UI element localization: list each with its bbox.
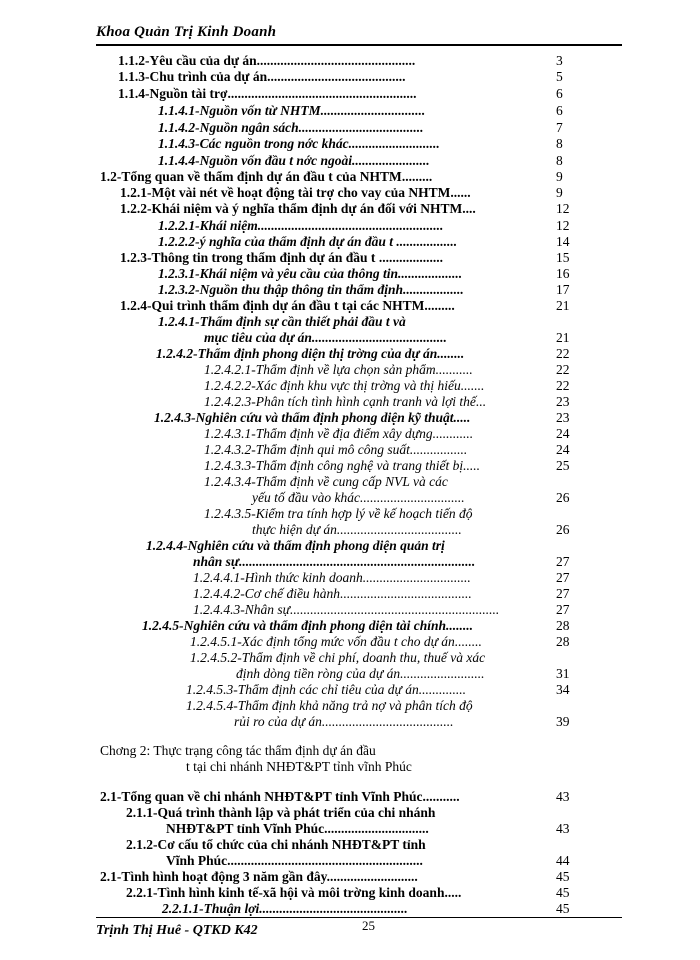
toc-entry: 1.2-Tổng quan về thẩm định dự án đầu t của NHTM......... xyxy=(100,169,433,184)
toc-page: 31 xyxy=(556,666,570,681)
toc-page: 27 xyxy=(556,586,570,601)
toc-page: 8 xyxy=(556,153,563,168)
toc-page: 3 xyxy=(556,53,563,68)
toc-page: 23 xyxy=(556,394,570,409)
toc-page: 7 xyxy=(556,120,563,135)
toc-entry: thực hiện dự án..................................... xyxy=(252,522,462,537)
toc-page: 15 xyxy=(556,250,570,265)
toc-page: 45 xyxy=(556,869,570,884)
toc-entry: 1.2.2.1-Khái niệm....................................................... xyxy=(158,218,444,233)
toc-page: 16 xyxy=(556,266,570,281)
toc-entry: NHĐT&PT tỉnh Vĩnh Phúc............................... xyxy=(166,821,429,836)
toc-page: 9 xyxy=(556,169,563,184)
toc-page: 6 xyxy=(556,103,563,118)
toc-entry: rủi ro của dự án....................................... xyxy=(234,714,454,729)
toc-entry: 1.2.4.1-Thẩm định sự cần thiết phải đầu t và xyxy=(158,314,406,329)
toc-page: 45 xyxy=(556,901,570,916)
toc-entry: nhân sự...................................................................... xyxy=(193,554,476,569)
toc-page: 9 xyxy=(556,185,563,200)
toc-entry: 1.1.4.1-Nguồn vốn từ NHTM............................... xyxy=(158,103,426,118)
toc-page: 43 xyxy=(556,821,570,836)
toc-page: 28 xyxy=(556,618,570,633)
toc-page: 22 xyxy=(556,378,570,393)
toc-entry: 1.2.4.3.4-Thẩm định về cung cấp NVL và các xyxy=(204,474,448,489)
toc-entry: 1.2.4.4.2-Cơ chế điều hành....................................... xyxy=(193,586,472,601)
toc-page: 28 xyxy=(556,634,570,649)
toc-entry: 1.1.3-Chu trình của dự án......................................... xyxy=(118,69,406,84)
toc-entry: 1.2.4.2.2-Xác định khu vực thị trờng và thị hiếu....... xyxy=(204,378,485,393)
toc-entry: 1.2.4.2-Thẩm định phong diện thị trờng của dự án........ xyxy=(156,346,465,361)
toc-entry: 1.2.4.3.5-Kiểm tra tính hợp lý về kế hoạch tiến độ xyxy=(204,506,473,521)
toc-page: 22 xyxy=(556,346,570,361)
toc-page: 6 xyxy=(556,86,563,101)
toc-entry: 1.2.4.2.1-Thẩm định về lựa chọn sản phẩm........... xyxy=(204,362,473,377)
toc-entry: 1.2.4.5.2-Thẩm định về chi phí, doanh thu, thuế và xác xyxy=(190,650,486,665)
toc-entry: 1.2.4.4-Nghiên cứu và thẩm định phong diện quản trị xyxy=(146,538,445,553)
toc-entry: 1.2.3-Thông tin trong thẩm định dự án đầu t ................... xyxy=(120,250,443,265)
footer-author: Trịnh Thị Huê - QTKD K42 xyxy=(96,923,258,938)
toc-entry: 2.1.1-Quá trình thành lập và phát triển của chi nhánh xyxy=(126,805,436,820)
toc-entry: 1.2.3.2-Nguồn thu thập thông tin thẩm định.................. xyxy=(158,282,464,297)
toc-page: 34 xyxy=(556,682,570,697)
toc-page: 21 xyxy=(556,330,570,345)
toc-chapter-heading-cont: t tại chi nhánh NHĐT&PT tỉnh vĩnh Phúc xyxy=(186,759,412,774)
toc-entry: 1.2.2-Khái niệm và ý nghĩa thẩm định dự án đối với NHTM.... xyxy=(120,201,476,216)
toc-entry: 2.2.1.1-Thuận lợi............................................ xyxy=(162,901,408,916)
toc-entry: 1.1.2-Yêu cầu của dự án............................................... xyxy=(118,53,416,68)
toc-page: 25 xyxy=(556,458,570,473)
toc-page: 22 xyxy=(556,362,570,377)
toc-page: 27 xyxy=(556,570,570,585)
footer-rule xyxy=(96,917,622,918)
toc-page: 5 xyxy=(556,69,563,84)
toc-entry: 1.2.4.3.2-Thẩm định qui mô công suất................. xyxy=(204,442,468,457)
footer-page-number: 25 xyxy=(362,918,375,933)
toc-entry: 1.1.4.2-Nguồn ngân sách..................................... xyxy=(158,120,424,135)
toc-entry: 1.2.4.4.1-Hình thức kinh doanh................................ xyxy=(193,570,471,585)
toc-entry: 1.2.4.3.1-Thẩm định về địa điểm xây dựng............ xyxy=(204,426,474,441)
toc-entry: 1.2.4.5-Nghiên cứu và thẩm định phong diện tài chính........ xyxy=(142,618,474,633)
toc-entry: 1.1.4.4-Nguồn vốn đầu t nớc ngoài....................... xyxy=(158,153,430,168)
toc-entry: mục tiêu của dự án........................................ xyxy=(204,330,447,345)
toc-page: 17 xyxy=(556,282,570,297)
toc-entry: 1.2.4.3-Nghiên cứu và thẩm định phong diện kỹ thuật..... xyxy=(154,410,471,425)
toc-page: 12 xyxy=(556,201,570,216)
toc-page: 24 xyxy=(556,442,570,457)
toc-page: 8 xyxy=(556,136,563,151)
toc-page: 45 xyxy=(556,885,570,900)
toc-page: 39 xyxy=(556,714,570,729)
toc-page: 26 xyxy=(556,490,570,505)
toc-entry: 1.2.4.5.1-Xác định tổng mức vốn đầu t cho dự án........ xyxy=(190,634,482,649)
toc-page: 12 xyxy=(556,218,570,233)
toc-entry: 1.2.4-Qui trình thẩm định dự án đầu t tại các NHTM......... xyxy=(120,298,455,313)
toc-entry: 1.2.4.4.3-Nhân sự.............................................................. xyxy=(193,602,500,617)
page-header-title: Khoa Quản Trị Kinh Doanh xyxy=(96,24,277,40)
toc-page: 24 xyxy=(556,426,570,441)
toc-page: 21 xyxy=(556,298,570,313)
toc-entry: 1.2.4.2.3-Phân tích tình hình cạnh tranh và lợi thế... xyxy=(204,394,487,409)
toc-page: 27 xyxy=(556,554,570,569)
toc-entry: định dòng tiền ròng của dự án......................... xyxy=(236,666,485,681)
toc-page: 43 xyxy=(556,789,570,804)
toc-entry: 1.2.2.2-ý nghĩa của thẩm định dự án đầu t .................. xyxy=(158,234,458,249)
toc-entry: 2.1-Tổng quan về chi nhánh NHĐT&PT tỉnh Vĩnh Phúc........... xyxy=(100,789,460,804)
toc-entry: 1.2.1-Một vài nét về hoạt động tài trợ cho vay của NHTM...... xyxy=(120,185,471,200)
toc-page: 27 xyxy=(556,602,570,617)
toc-entry: yếu tố đầu vào khác............................... xyxy=(252,490,465,505)
toc-entry: 1.2.4.5.3-Thẩm định các chỉ tiêu của dự án.............. xyxy=(186,682,466,697)
toc-entry: 1.2.4.3.3-Thẩm định công nghệ và trang thiết bị..... xyxy=(204,458,480,473)
toc-page: 23 xyxy=(556,410,570,425)
toc-entry: 1.2.3.1-Khái niệm và yêu cầu của thông tin................... xyxy=(158,266,463,281)
toc-page: 14 xyxy=(556,234,570,249)
toc-entry: 2.1-Tình hình hoạt động 3 năm gần đây........................... xyxy=(100,869,418,884)
toc-entry: 2.2.1-Tình hình kinh tế-xã hội và môi trờng kinh doanh..... xyxy=(126,885,462,900)
toc-page: 44 xyxy=(556,853,570,868)
toc-entry: Vĩnh Phúc.......................................................... xyxy=(166,853,423,868)
toc-entry: 2.1.2-Cơ cấu tổ chức của chi nhánh NHĐT&PT tỉnh xyxy=(126,837,426,852)
toc-entry: 1.1.4.3-Các nguồn trong nớc khác........................... xyxy=(158,136,440,151)
toc-page: 26 xyxy=(556,522,570,537)
toc-entry: 1.1.4-Nguồn tài trợ........................................................ xyxy=(118,86,417,101)
toc-chapter-heading: Chơng 2: Thực trạng công tác thẩm định dự án đầu xyxy=(100,743,376,758)
toc-entry: 1.2.4.5.4-Thẩm định khả năng trả nợ và phân tích độ xyxy=(186,698,473,713)
